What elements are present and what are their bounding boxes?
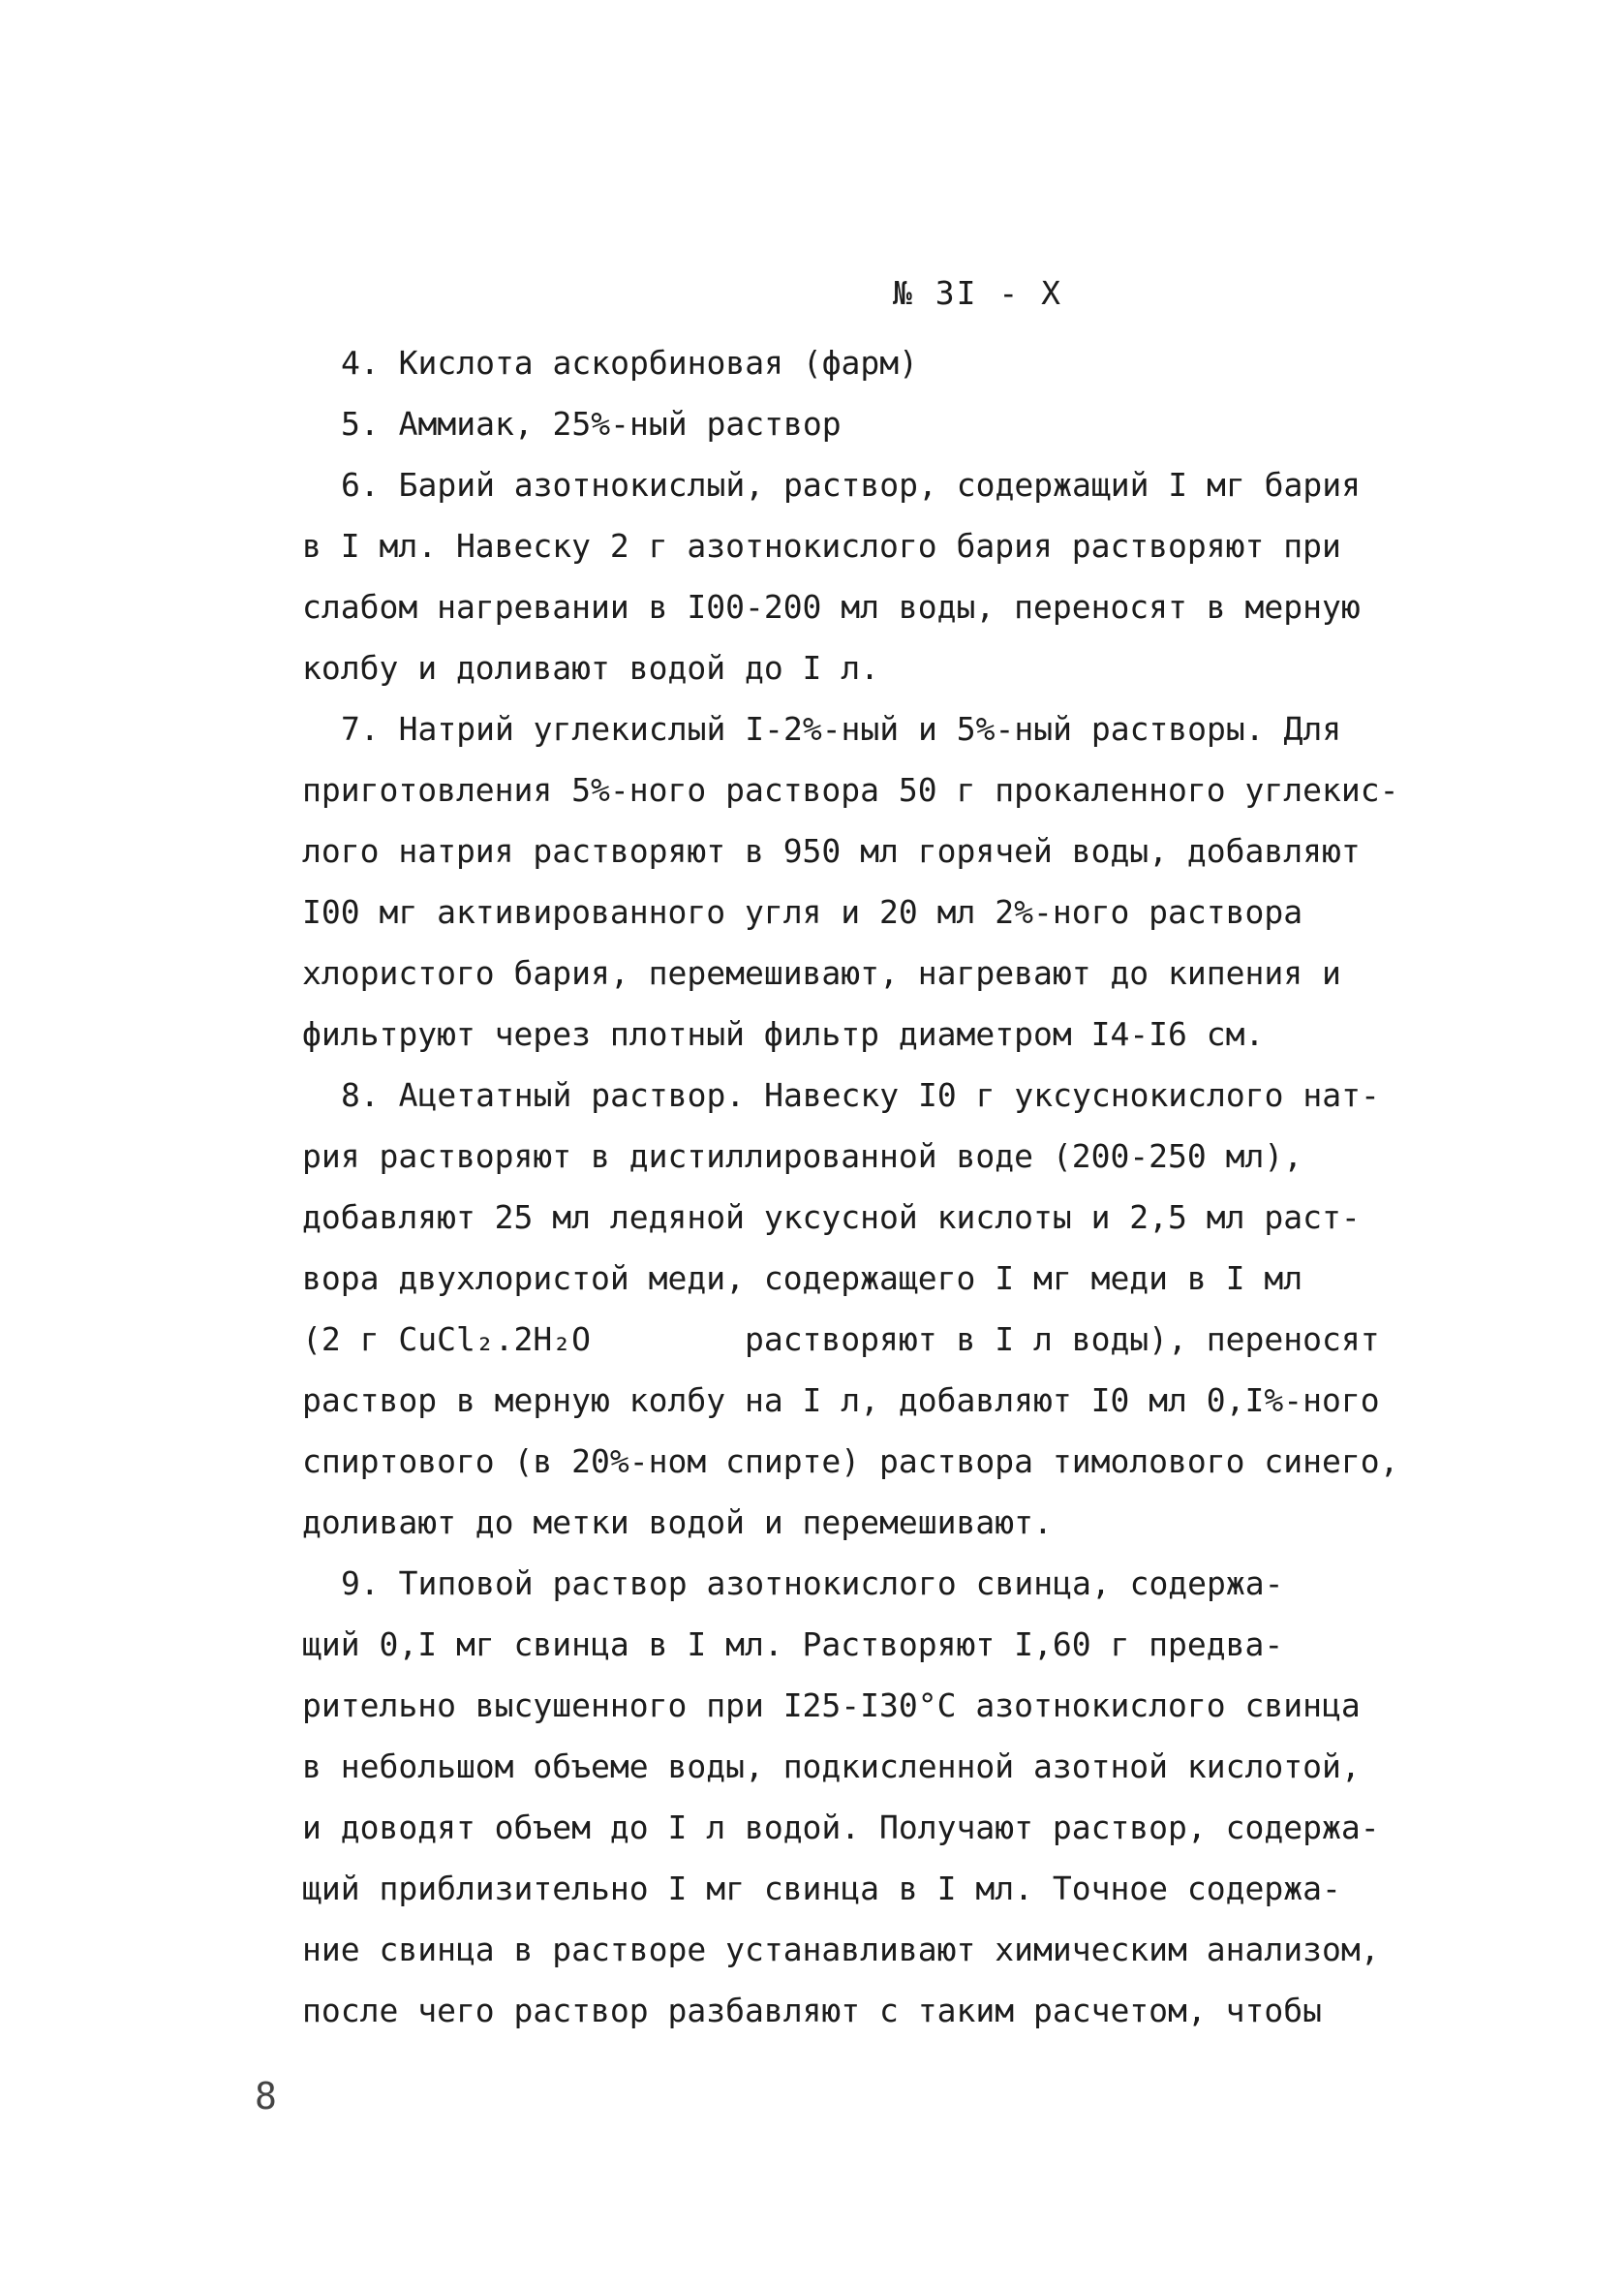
text-line: щий приблизительно I мг свинца в I мл. Точное содержа- <box>302 1870 1341 1907</box>
text-line: вора двухлористой меди, содержащего I мг меди в I мл <box>302 1259 1303 1297</box>
text-line: лого натрия растворяют в 950 мл горячей воды, добавляют <box>302 832 1361 870</box>
body-text <box>302 332 1399 2041</box>
text-line: I00 мг активированного угля и 20 мл 2%-ного раствора <box>302 893 1303 931</box>
text-line: добавляют 25 мл ледяной уксусной кислоты и 2,5 мл раст- <box>302 1198 1361 1236</box>
text-line: рительно высушенного при I25-I30°С азотнокислого свинца <box>302 1686 1361 1724</box>
text-line: щий 0,I мг свинца в I мл. Растворяют I,60 г предва- <box>302 1625 1284 1663</box>
document-number: № 3I - X <box>893 274 1062 312</box>
text-line: и доводят объем до I л водой. Получают раствор, содержа- <box>302 1809 1380 1846</box>
text-line: ние свинца в растворе устанавливают химическим анализом, <box>302 1931 1380 1968</box>
text-line: колбу и доливают водой до I л. <box>302 649 880 687</box>
text-line: спиртового (в 20%-ном спирте) раствора тимолового синего, <box>302 1442 1399 1480</box>
text-line: 9. Типовой раствор азотнокислого свинца, содержа- <box>341 1564 1284 1602</box>
text-line: раствор в мерную колбу на I л, добавляют I0 мл 0,I%-ного <box>302 1381 1380 1419</box>
text-line: 5. Аммиак, 25%-ный раствор <box>341 405 842 443</box>
page-number: 8 <box>255 2075 277 2118</box>
text-line: 4. Кислота аскорбиновая (фарм) <box>341 344 919 382</box>
text-line: доливают до метки водой и перемешивают. <box>302 1503 1053 1541</box>
text-line: рия растворяют в дистиллированной воде (200-250 мл), <box>302 1137 1303 1175</box>
text-line: после чего раствор разбавляют с таким расчетом, чтобы <box>302 1992 1322 2029</box>
text-line: приготовления 5%-ного раствора 50 г прокаленного углекис- <box>302 771 1399 809</box>
text-line: слабом нагревании в I00-200 мл воды, переносят в мерную <box>302 588 1361 626</box>
text-line: хлористого бария, перемешивают, нагревают до кипения и <box>302 954 1341 992</box>
text-line: в I мл. Навеску 2 г азотнокислого бария растворяют при <box>302 527 1341 565</box>
text-line: 8. Ацетатный раствор. Навеску I0 г уксуснокислого нат- <box>341 1076 1380 1114</box>
text-line: 6. Барий азотнокислый, раствор, содержащий I мг бария <box>341 466 1361 504</box>
text-line: (2 г CuCl₂.2H₂O растворяют в I л воды), переносят <box>302 1320 1380 1358</box>
text-line: фильтруют через плотный фильтр диаметром I4-I6 см. <box>302 1015 1265 1053</box>
text-line: 7. Натрий углекислый I-2%-ный и 5%-ный растворы. Для <box>341 710 1342 748</box>
text-line: в небольшом объеме воды, подкисленной азотной кислотой, <box>302 1747 1361 1785</box>
